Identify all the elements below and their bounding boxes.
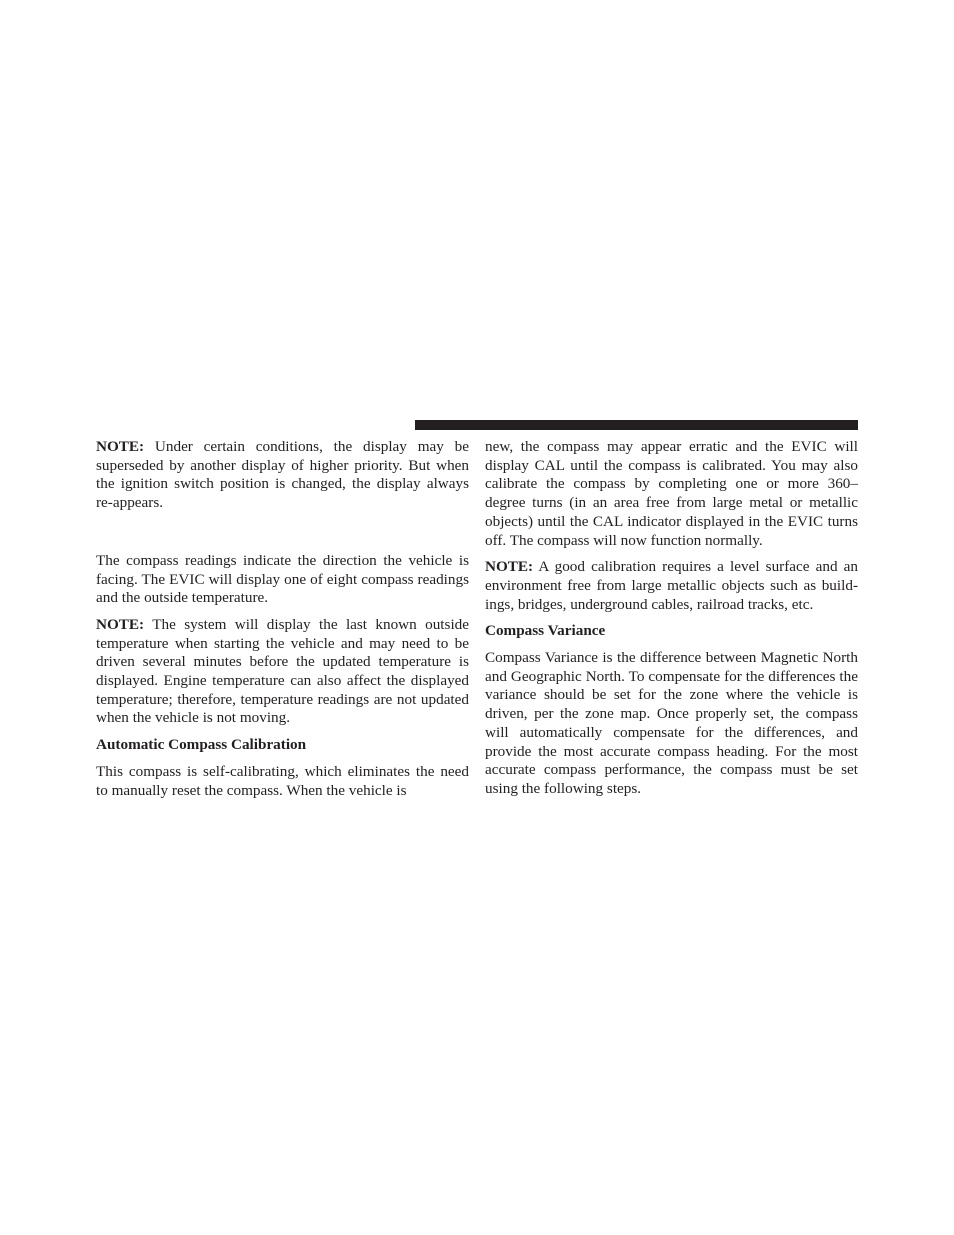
note-label: NOTE: xyxy=(96,438,145,455)
calibration-paragraph: This compass is self-calibrating, which eliminates the need to manually reset the compass. When the vehicle is xyxy=(96,762,469,799)
note-good-calibration xyxy=(485,558,858,614)
right-column xyxy=(485,438,858,799)
note-temperature xyxy=(96,616,469,728)
note-ignition xyxy=(96,438,469,513)
compass-readings-paragraph: The compass readings indicate the direction the vehicle is facing. The EVIC will display one of eight compass readings and the outside temperature. xyxy=(96,551,469,607)
note-text: A good calibration requires a level surface and an environment free from large metallic objects such as buildings, bridges, underground cables, railroad tracks, etc. xyxy=(485,558,858,613)
calibration-continued-paragraph: new, the compass may appear erratic and the EVIC will display CAL until the compass is calibrated. You may also calibrate the compass by completing one or more 360–degree turns (in an area free from large metal or metallic objects) until the CAL indicator displayed in the EVIC turns off. The compass will now function normally. xyxy=(485,438,858,549)
heading-compass-variance: Compass Variance xyxy=(485,622,606,640)
left-column xyxy=(96,438,469,800)
note-text: The system will display the last known outside temperature when starting the vehicle and may need to be driven several minutes before the updated temperature is displayed. Engine temperature can also affect the displayed temperature; therefore, temperature readings are not updated when the vehicle is not moving. xyxy=(96,615,469,727)
note-label: NOTE: xyxy=(485,558,534,576)
header-rule xyxy=(415,420,858,430)
note-text: Under certain conditions, the display may be superseded by another display of higher priority. But when the ignition switch position is changed, the display always re-appears. xyxy=(96,438,469,512)
variance-paragraph: Compass Variance is the difference between Magnetic North and Geographic North. To compensate for the differences the variance should be set for the zone where the vehicle is driven, per the zone map. Once properly set, the compass will automatically compensate for the differences, and provide the most accurate compass heading. For the most accurate compass performance, the compass must be set using the following steps. xyxy=(485,649,858,797)
heading-automatic-compass-calibration: Automatic Compass Calibration xyxy=(96,736,307,754)
note-label: NOTE: xyxy=(96,615,145,633)
